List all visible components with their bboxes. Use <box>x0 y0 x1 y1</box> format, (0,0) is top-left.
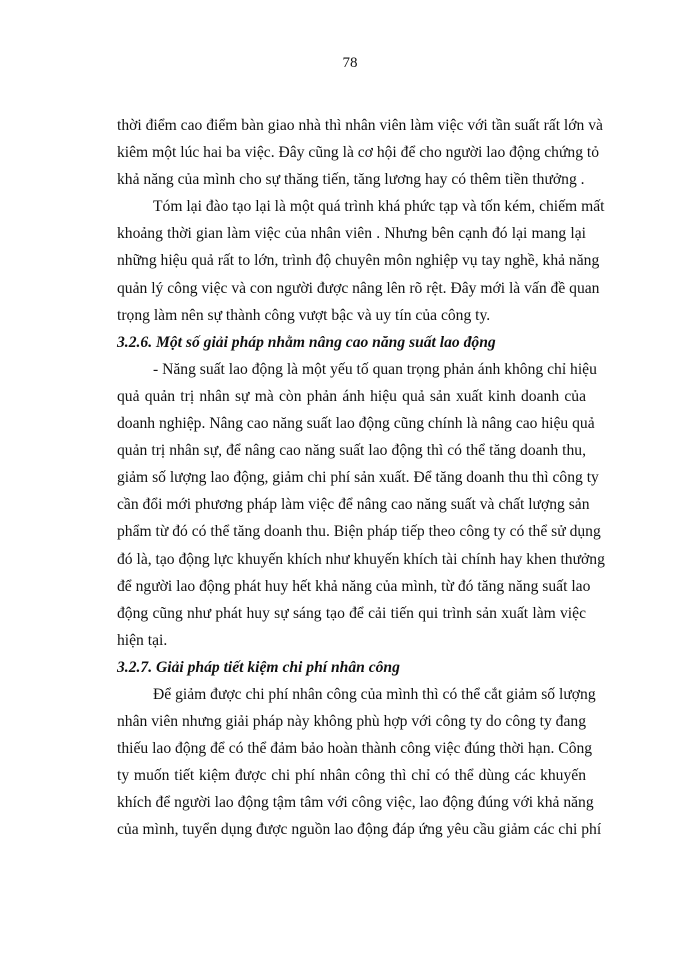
body-text <box>117 112 605 844</box>
paragraph-summary <box>117 193 605 328</box>
text-line: Để giảm được chi phí nhân công của mình thì có thể cắt giảm số lượng <box>153 685 596 703</box>
text-line: giảm số lượng lao động, giảm chi phí sản xuất. Để tăng doanh thu thì công ty <box>117 469 599 487</box>
paragraph-productivity <box>117 356 605 654</box>
paragraph-labor-cost <box>117 681 602 844</box>
text-line: của mình, tuyển dụng được nguồn lao động đáp ứng yêu cầu giảm các chi phí <box>117 821 602 839</box>
text-line: Tóm lại đào tạo lại là một quá trình khá phức tạp và tốn kém, chiếm mất <box>153 198 605 216</box>
page-number: 78 <box>342 55 358 71</box>
text-line: nhân viên nhưng giải pháp này không phù hợp với công ty do công ty đang <box>117 713 586 731</box>
text-line: kiêm một lúc hai ba việc. Đây cũng là cơ hội để cho người lao động chứng tỏ <box>117 144 600 162</box>
text-line: hiện tại. <box>117 631 168 649</box>
text-line: để người lao động phát huy hết khả năng của mình, từ đó tăng năng suất lao <box>117 577 591 595</box>
text-line: khả năng của mình cho sự thăng tiến, tăng lương hay có thêm tiền thưởng . <box>117 171 585 189</box>
section-heading-3-2-7: 3.2.7. Giải pháp tiết kiệm chi phí nhân công <box>117 658 400 676</box>
text-line: những hiệu quả rất to lớn, trình độ chuyên môn nghiệp vụ tay nghề, khả năng <box>117 252 600 270</box>
text-line: quản lý công việc và con người được nâng lên rõ rệt. Đây mới là vấn đề quan <box>117 279 600 297</box>
text-line: trọng làm nên sự thành công vượt bậc và uy tín của công ty. <box>117 306 491 324</box>
text-line: khích để người lao động tậm tâm với công việc, lao động đúng với khả năng <box>117 794 594 812</box>
text-line: doanh nghiệp. Nâng cao năng suất lao động cũng chính là nâng cao hiệu quả <box>117 415 595 433</box>
text-line: ty muốn tiết kiệm được chi phí nhân công thì chỉ có thể dùng các khuyến <box>117 767 586 785</box>
section-heading-3-2-6: 3.2.6. Một số giải pháp nhằm nâng cao năng suất lao động <box>117 333 496 351</box>
paragraph-continuation <box>117 112 603 193</box>
text-line: thiếu lao động để có thể đảm bảo hoàn thành công việc đúng thời hạn. Công <box>117 740 593 758</box>
text-line: - Năng suất lao động là một yếu tố quan trọng phản ánh không chỉ hiệu <box>153 360 597 378</box>
text-line: phẩm từ đó có thể tăng doanh thu. Biện pháp tiếp theo công ty có thể sử dụng <box>117 523 601 541</box>
text-line: đó là, tạo động lực khuyến khích như khuyến khích tài chính hay khen thưởng <box>117 550 605 568</box>
text-line: động cũng như phát huy sự sáng tạo để cải tiến qui trình sản xuất làm việc <box>117 604 586 622</box>
text-line: quản trị nhân sự, để nâng cao năng suất lao động thì có thể tăng doanh thu, <box>117 442 586 460</box>
text-line: cần đổi mới phương pháp làm việc để nâng cao năng suất và chất lượng sản <box>117 496 590 514</box>
text-line: quả quản trị nhân sự mà còn phản ánh hiệu quả sản xuất kinh doanh của <box>117 387 586 405</box>
text-line: thời điểm cao điểm bàn giao nhà thì nhân viên làm việc với tần suất rất lớn và <box>117 117 603 134</box>
text-line: khoảng thời gian làm việc của nhân viên . Nhưng bên cạnh đó lại mang lại <box>117 225 586 243</box>
